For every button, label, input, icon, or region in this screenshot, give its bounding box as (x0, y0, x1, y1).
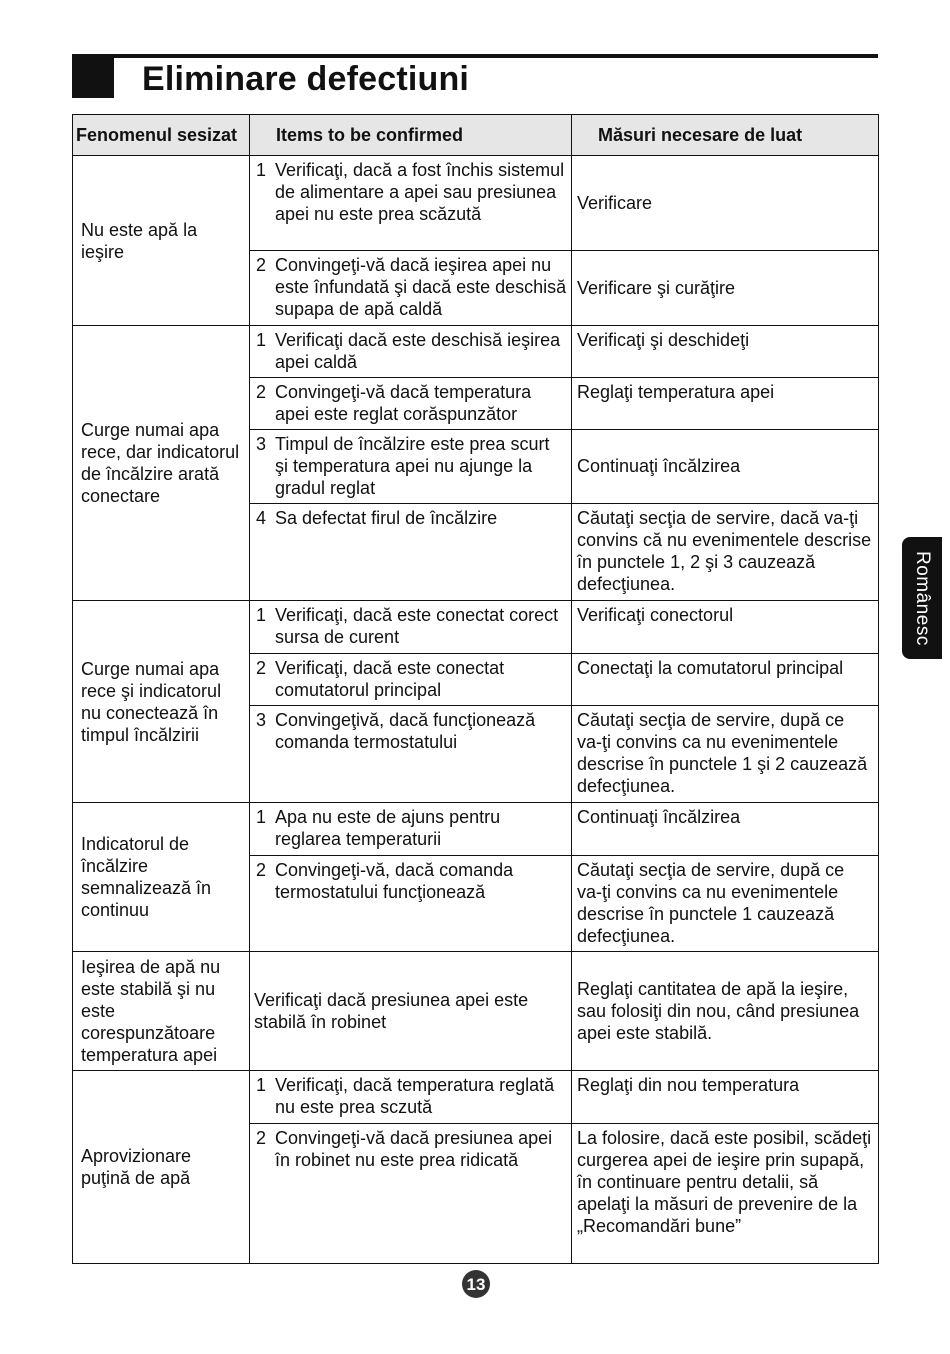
phenomenon-cell: Curge numai apa rece şi indicatorul nu conectează în timpul încălzirii (73, 601, 250, 803)
action-cell: Continuaţi încălzirea (572, 803, 879, 856)
item-cell (250, 156, 572, 251)
item-cell (250, 803, 572, 856)
item-cell (250, 1071, 572, 1124)
phenomenon-cell: Curge numai apa rece, dar indicatorul de încălzire arată conectare (73, 326, 250, 601)
item-cell (250, 706, 572, 803)
table-row (73, 326, 879, 378)
item-number: 1 (256, 807, 267, 827)
item-number: 1 (256, 160, 267, 180)
action-cell: Verificare şi curăţire (572, 251, 879, 326)
item-number: 2 (256, 1128, 267, 1148)
action-cell: Căutaţi secţia de servire, după ce va-ţi convins ca nu evenimentele descrise în punctele 1 şi 2 cauzează defecţiunea. (572, 706, 879, 803)
action-cell: La folosire, dacă este posibil, scădeţi curgerea apei de ieşire prin supapă, în continuare pentru detalii, să apelaţi la măsuri de prevenire de la „Recomandări bune” (572, 1124, 879, 1264)
action-cell: Reglaţi cantitatea de apă la ieşire, sau folosiţi din nou, când presiunea apei este stabilă. (572, 952, 879, 1071)
item-number: 4 (256, 508, 267, 528)
header-measures: Măsuri necesare de luat (572, 115, 879, 156)
item-text: Verificaţi, dacă temperatura reglată nu este prea sczută (275, 1075, 555, 1117)
header-phenomenon: Fenomenul sesizat (73, 115, 250, 156)
header-items: Items to be confirmed (250, 115, 572, 156)
action-cell: Conectaţi la comutatorul principal (572, 654, 879, 706)
action-cell: Reglaţi temperatura apei (572, 378, 879, 430)
item-number: 1 (256, 330, 267, 350)
title-marker-block (72, 58, 114, 98)
item-cell (250, 430, 572, 504)
action-cell: Continuaţi încălzirea (572, 430, 879, 504)
item-cell: Verificaţi dacă presiunea apei este stabilă în robinet (250, 952, 572, 1071)
item-cell (250, 654, 572, 706)
language-label: Românesc (912, 550, 933, 646)
item-number: 3 (256, 710, 267, 730)
item-cell (250, 856, 572, 952)
item-text: Sa defectat firul de încălzire (275, 508, 498, 528)
item-cell (250, 251, 572, 326)
table-row (73, 601, 879, 654)
table-row (73, 803, 879, 856)
table-row (73, 1071, 879, 1124)
language-side-tab (902, 537, 942, 659)
item-cell (250, 378, 572, 430)
troubleshooting-table (72, 114, 879, 1264)
action-cell: Căutaţi secţia de servire, după ce va-ţi convins ca nu evenimentele descrise în punctele 1 cauzează defecţiunea. (572, 856, 879, 952)
action-cell: Reglaţi din nou temperatura (572, 1071, 879, 1124)
item-number: 1 (256, 1075, 267, 1095)
item-text: Convingeţi-vă dacă ieşirea apei nu este înfundată şi dacă este deschisă supapa de apă caldă (275, 255, 567, 319)
item-number: 1 (256, 605, 267, 625)
item-text: Convingeţi-vă dacă presiunea apei în robinet nu este prea ridicată (275, 1128, 553, 1170)
table-row (73, 952, 879, 1071)
page-title: Eliminare defectiuni (142, 60, 470, 98)
item-number: 2 (256, 860, 267, 880)
item-text: Verificaţi dacă este deschisă ieşirea apei caldă (275, 330, 561, 372)
item-number: 3 (256, 434, 267, 454)
phenomenon-cell: Indicatorul de încălzire semnalizează în continuu (73, 803, 250, 952)
item-number: 2 (256, 382, 267, 402)
action-cell: Căutaţi secţia de servire, dacă va-ţi convins că nu evenimentele descrise în punctele 1, 2 şi 3 cauzează defecţiunea. (572, 504, 879, 601)
item-text: Verificaţi, dacă a fost închis sistemul de alimentare a apei sau presiunea apei nu este prea scăzută (275, 160, 565, 224)
item-text: Convingeţivă, dacă funcţionează comanda termostatului (275, 710, 536, 752)
item-number: 2 (256, 658, 267, 678)
item-text: Timpul de încălzire este prea scurt şi temperatura apei nu ajunge la gradul reglat (275, 434, 550, 498)
item-text: Apa nu este de ajuns pentru reglarea temperaturii (275, 807, 501, 849)
item-text: Verificaţi, dacă este conectat comutatorul principal (275, 658, 505, 700)
action-cell: Verificare (572, 156, 879, 251)
phenomenon-cell: Aprovizionare puţină de apă (73, 1071, 250, 1264)
page-number-badge: 13 (462, 1270, 490, 1298)
action-cell: Verificaţi conectorul (572, 601, 879, 654)
item-number: 2 (256, 255, 267, 275)
item-text: Convingeţi-vă dacă temperatura apei este reglat corăspunzător (275, 382, 532, 424)
phenomenon-cell: Nu este apă la ieşire (73, 156, 250, 326)
item-cell (250, 326, 572, 378)
phenomenon-cell: Ieşirea de apă nu este stabilă şi nu este corespunzătoare temperatura apei (73, 952, 250, 1071)
item-cell (250, 504, 572, 601)
table-header-row (73, 115, 879, 156)
item-cell (250, 1124, 572, 1264)
action-cell: Verificaţi şi deschideţi (572, 326, 879, 378)
table-row (73, 156, 879, 251)
item-text: Convingeţi-vă, dacă comanda termostatului funcţionează (275, 860, 514, 902)
item-cell (250, 601, 572, 654)
item-text: Verificaţi, dacă este conectat corect sursa de curent (275, 605, 559, 647)
